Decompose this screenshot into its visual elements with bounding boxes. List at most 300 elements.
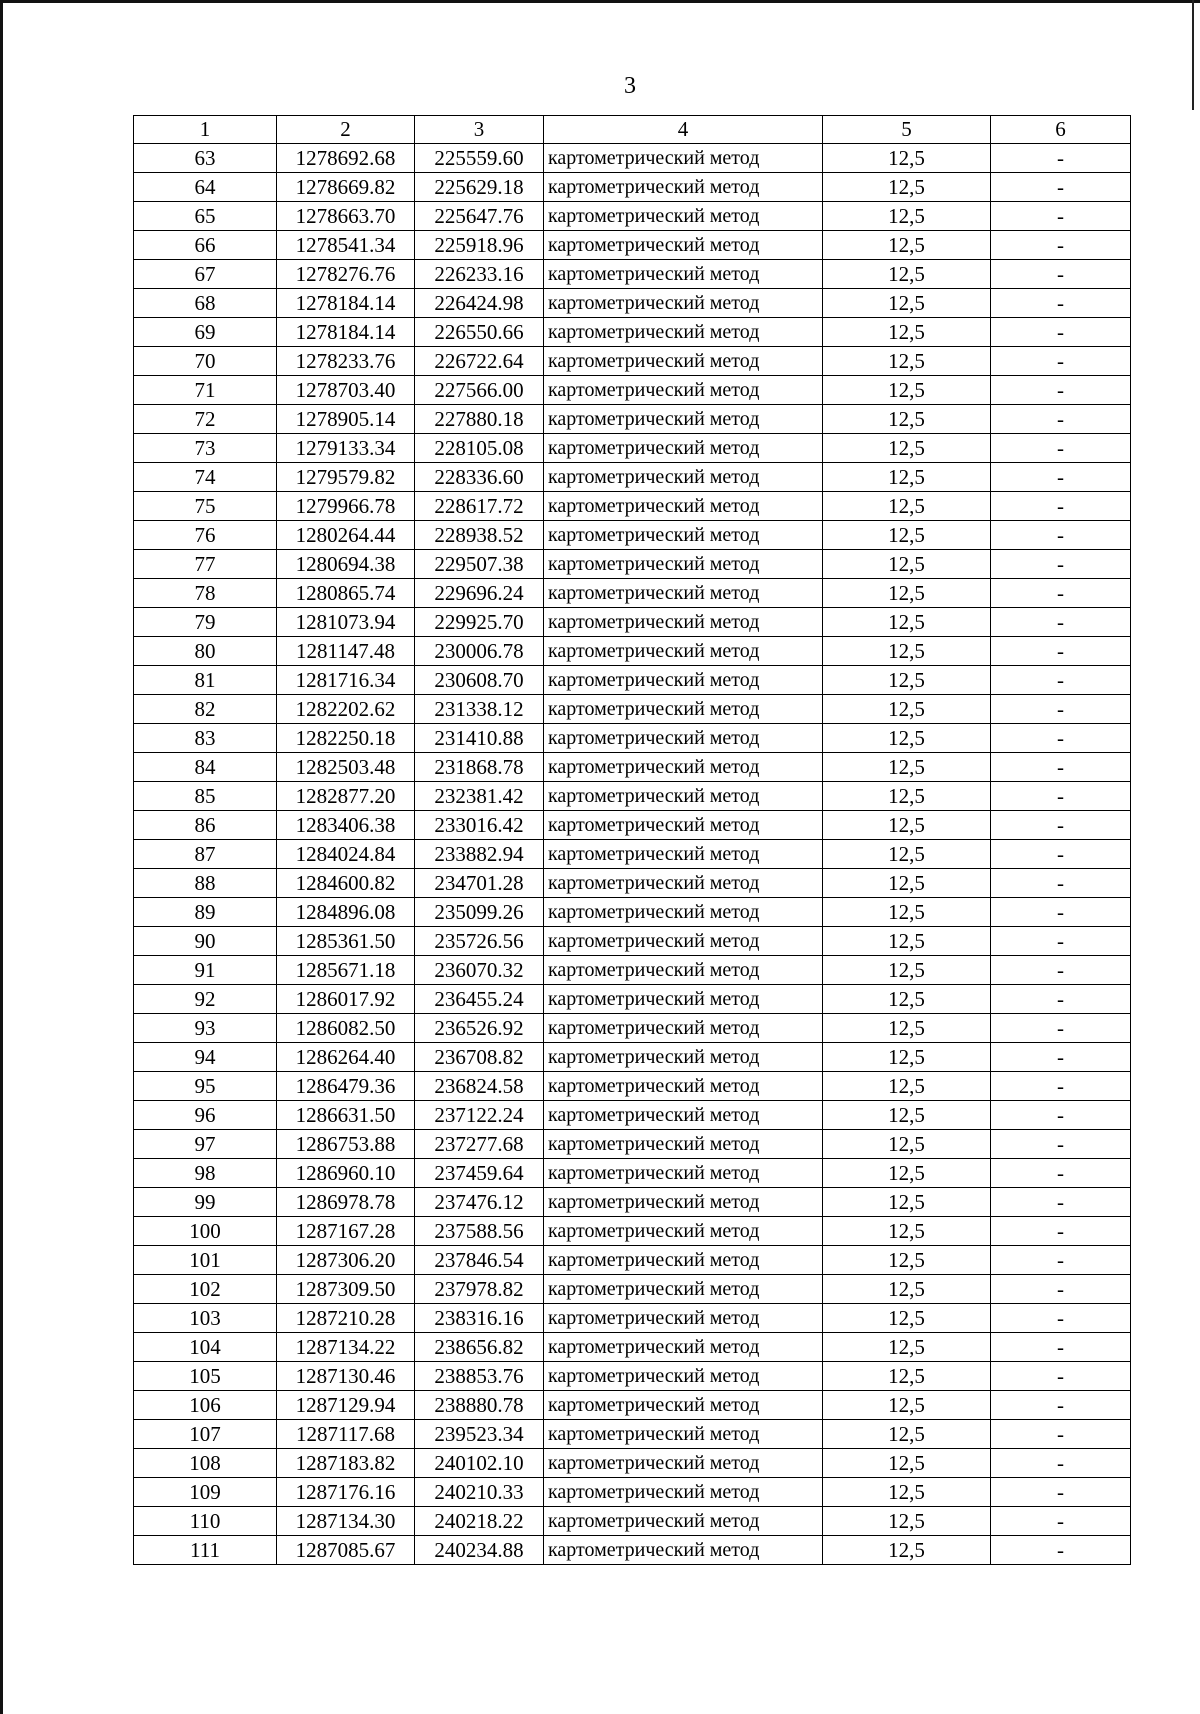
table-row [134,405,1131,434]
description-cell: - [991,1478,1131,1507]
point-number-cell: 71 [134,376,277,405]
accuracy-cell: 12,5 [823,550,991,579]
accuracy-cell: 12,5 [823,463,991,492]
table-row [134,579,1131,608]
accuracy-cell: 12,5 [823,579,991,608]
method-cell: картометрический метод [544,347,823,376]
method-cell: картометрический метод [544,724,823,753]
table-row [134,376,1131,405]
accuracy-cell: 12,5 [823,260,991,289]
method-cell: картометрический метод [544,144,823,173]
y-coordinate-cell: 238880.78 [415,1391,544,1420]
point-number-cell: 109 [134,1478,277,1507]
accuracy-cell: 12,5 [823,1072,991,1101]
x-coordinate-cell: 1282877.20 [277,782,415,811]
table-row [134,898,1131,927]
header-cell: 3 [415,116,544,144]
point-number-cell: 87 [134,840,277,869]
description-cell: - [991,202,1131,231]
y-coordinate-cell: 229507.38 [415,550,544,579]
method-cell: картометрический метод [544,753,823,782]
description-cell: - [991,405,1131,434]
description-cell: - [991,695,1131,724]
table-row [134,1217,1131,1246]
x-coordinate-cell: 1278184.14 [277,289,415,318]
accuracy-cell: 12,5 [823,666,991,695]
point-number-cell: 104 [134,1333,277,1362]
x-coordinate-cell: 1286631.50 [277,1101,415,1130]
method-cell: картометрический метод [544,1101,823,1130]
table-row [134,782,1131,811]
accuracy-cell: 12,5 [823,376,991,405]
x-coordinate-cell: 1282503.48 [277,753,415,782]
table-row [134,1362,1131,1391]
y-coordinate-cell: 233016.42 [415,811,544,840]
y-coordinate-cell: 225559.60 [415,144,544,173]
method-cell: картометрический метод [544,898,823,927]
accuracy-cell: 12,5 [823,231,991,260]
scan-border-left [0,0,3,1714]
description-cell: - [991,1043,1131,1072]
point-number-cell: 77 [134,550,277,579]
y-coordinate-cell: 225629.18 [415,173,544,202]
point-number-cell: 108 [134,1449,277,1478]
table-row [134,231,1131,260]
method-cell: картометрический метод [544,1014,823,1043]
point-number-cell: 86 [134,811,277,840]
accuracy-cell: 12,5 [823,202,991,231]
point-number-cell: 83 [134,724,277,753]
point-number-cell: 95 [134,1072,277,1101]
y-coordinate-cell: 238656.82 [415,1333,544,1362]
description-cell: - [991,318,1131,347]
point-number-cell: 75 [134,492,277,521]
method-cell: картометрический метод [544,637,823,666]
description-cell: - [991,811,1131,840]
description-cell: - [991,579,1131,608]
description-cell: - [991,260,1131,289]
accuracy-cell: 12,5 [823,869,991,898]
method-cell: картометрический метод [544,550,823,579]
table-row [134,1014,1131,1043]
coordinates-table-body [134,116,1131,1565]
method-cell: картометрический метод [544,666,823,695]
description-cell: - [991,956,1131,985]
table-row [134,927,1131,956]
method-cell: картометрический метод [544,1304,823,1333]
point-number-cell: 91 [134,956,277,985]
table-row [134,144,1131,173]
accuracy-cell: 12,5 [823,608,991,637]
point-number-cell: 92 [134,985,277,1014]
method-cell: картометрический метод [544,173,823,202]
x-coordinate-cell: 1287183.82 [277,1449,415,1478]
method-cell: картометрический метод [544,1362,823,1391]
description-cell: - [991,1362,1131,1391]
description-cell: - [991,376,1131,405]
x-coordinate-cell: 1278905.14 [277,405,415,434]
point-number-cell: 63 [134,144,277,173]
accuracy-cell: 12,5 [823,144,991,173]
x-coordinate-cell: 1284024.84 [277,840,415,869]
point-number-cell: 107 [134,1420,277,1449]
table-row [134,289,1131,318]
description-cell: - [991,666,1131,695]
y-coordinate-cell: 237277.68 [415,1130,544,1159]
table-row [134,1188,1131,1217]
x-coordinate-cell: 1287129.94 [277,1391,415,1420]
y-coordinate-cell: 237459.64 [415,1159,544,1188]
method-cell: картометрический метод [544,869,823,898]
table-row [134,202,1131,231]
header-cell: 5 [823,116,991,144]
y-coordinate-cell: 228336.60 [415,463,544,492]
y-coordinate-cell: 240210.33 [415,1478,544,1507]
y-coordinate-cell: 239523.34 [415,1420,544,1449]
x-coordinate-cell: 1278541.34 [277,231,415,260]
y-coordinate-cell: 237978.82 [415,1275,544,1304]
y-coordinate-cell: 236455.24 [415,985,544,1014]
description-cell: - [991,1130,1131,1159]
point-number-cell: 93 [134,1014,277,1043]
x-coordinate-cell: 1278233.76 [277,347,415,376]
method-cell: картометрический метод [544,260,823,289]
accuracy-cell: 12,5 [823,1449,991,1478]
accuracy-cell: 12,5 [823,1507,991,1536]
table-row [134,173,1131,202]
point-number-cell: 78 [134,579,277,608]
method-cell: картометрический метод [544,1391,823,1420]
method-cell: картометрический метод [544,521,823,550]
table-row [134,1507,1131,1536]
table-row [134,550,1131,579]
description-cell: - [991,637,1131,666]
x-coordinate-cell: 1286082.50 [277,1014,415,1043]
method-cell: картометрический метод [544,202,823,231]
x-coordinate-cell: 1287176.16 [277,1478,415,1507]
x-coordinate-cell: 1279133.34 [277,434,415,463]
point-number-cell: 99 [134,1188,277,1217]
accuracy-cell: 12,5 [823,637,991,666]
y-coordinate-cell: 225647.76 [415,202,544,231]
page-number: 3 [624,73,636,99]
description-cell: - [991,898,1131,927]
x-coordinate-cell: 1287130.46 [277,1362,415,1391]
table-row [134,434,1131,463]
method-cell: картометрический метод [544,1275,823,1304]
method-cell: картометрический метод [544,811,823,840]
table-row [134,753,1131,782]
point-number-cell: 79 [134,608,277,637]
point-number-cell: 89 [134,898,277,927]
table-header-row [134,116,1131,144]
accuracy-cell: 12,5 [823,492,991,521]
y-coordinate-cell: 240218.22 [415,1507,544,1536]
method-cell: картометрический метод [544,405,823,434]
y-coordinate-cell: 231338.12 [415,695,544,724]
method-cell: картометрический метод [544,695,823,724]
method-cell: картометрический метод [544,840,823,869]
x-coordinate-cell: 1283406.38 [277,811,415,840]
table-row [134,347,1131,376]
y-coordinate-cell: 235726.56 [415,927,544,956]
method-cell: картометрический метод [544,289,823,318]
y-coordinate-cell: 228938.52 [415,521,544,550]
point-number-cell: 84 [134,753,277,782]
header-cell: 2 [277,116,415,144]
y-coordinate-cell: 230608.70 [415,666,544,695]
accuracy-cell: 12,5 [823,811,991,840]
point-number-cell: 68 [134,289,277,318]
description-cell: - [991,463,1131,492]
description-cell: - [991,492,1131,521]
x-coordinate-cell: 1286960.10 [277,1159,415,1188]
point-number-cell: 82 [134,695,277,724]
y-coordinate-cell: 226722.64 [415,347,544,376]
table-row [134,1101,1131,1130]
accuracy-cell: 12,5 [823,695,991,724]
description-cell: - [991,521,1131,550]
y-coordinate-cell: 229696.24 [415,579,544,608]
x-coordinate-cell: 1278669.82 [277,173,415,202]
x-coordinate-cell: 1287134.30 [277,1507,415,1536]
description-cell: - [991,1304,1131,1333]
y-coordinate-cell: 231410.88 [415,724,544,753]
y-coordinate-cell: 229925.70 [415,608,544,637]
method-cell: картометрический метод [544,1536,823,1565]
header-cell: 1 [134,116,277,144]
description-cell: - [991,608,1131,637]
description-cell: - [991,869,1131,898]
description-cell: - [991,347,1131,376]
x-coordinate-cell: 1285361.50 [277,927,415,956]
table-row [134,956,1131,985]
x-coordinate-cell: 1281073.94 [277,608,415,637]
point-number-cell: 73 [134,434,277,463]
method-cell: картометрический метод [544,1072,823,1101]
x-coordinate-cell: 1280865.74 [277,579,415,608]
table-row [134,318,1131,347]
y-coordinate-cell: 234701.28 [415,869,544,898]
x-coordinate-cell: 1287085.67 [277,1536,415,1565]
accuracy-cell: 12,5 [823,347,991,376]
y-coordinate-cell: 232381.42 [415,782,544,811]
accuracy-cell: 12,5 [823,1391,991,1420]
table-row [134,492,1131,521]
point-number-cell: 101 [134,1246,277,1275]
table-row [134,1304,1131,1333]
coordinates-table [133,115,1131,1565]
y-coordinate-cell: 236526.92 [415,1014,544,1043]
description-cell: - [991,1420,1131,1449]
description-cell: - [991,1391,1131,1420]
table-row [134,1536,1131,1565]
method-cell: картометрический метод [544,579,823,608]
table-row [134,1246,1131,1275]
x-coordinate-cell: 1286978.78 [277,1188,415,1217]
method-cell: картометрический метод [544,1420,823,1449]
accuracy-cell: 12,5 [823,1362,991,1391]
table-row [134,1420,1131,1449]
method-cell: картометрический метод [544,1043,823,1072]
accuracy-cell: 12,5 [823,956,991,985]
table-row [134,1391,1131,1420]
point-number-cell: 85 [134,782,277,811]
table-row [134,260,1131,289]
y-coordinate-cell: 240234.88 [415,1536,544,1565]
description-cell: - [991,782,1131,811]
x-coordinate-cell: 1278692.68 [277,144,415,173]
description-cell: - [991,985,1131,1014]
point-number-cell: 97 [134,1130,277,1159]
accuracy-cell: 12,5 [823,1217,991,1246]
table-row [134,1449,1131,1478]
description-cell: - [991,1188,1131,1217]
method-cell: картометрический метод [544,231,823,260]
table-row [134,840,1131,869]
description-cell: - [991,840,1131,869]
method-cell: картометрический метод [544,1130,823,1159]
description-cell: - [991,724,1131,753]
description-cell: - [991,550,1131,579]
point-number-cell: 88 [134,869,277,898]
y-coordinate-cell: 240102.10 [415,1449,544,1478]
y-coordinate-cell: 226550.66 [415,318,544,347]
point-number-cell: 111 [134,1536,277,1565]
y-coordinate-cell: 227880.18 [415,405,544,434]
header-cell: 6 [991,116,1131,144]
description-cell: - [991,1536,1131,1565]
description-cell: - [991,1275,1131,1304]
table-row [134,1275,1131,1304]
x-coordinate-cell: 1278703.40 [277,376,415,405]
accuracy-cell: 12,5 [823,753,991,782]
x-coordinate-cell: 1284896.08 [277,898,415,927]
method-cell: картометрический метод [544,1217,823,1246]
table-row [134,1043,1131,1072]
point-number-cell: 74 [134,463,277,492]
point-number-cell: 80 [134,637,277,666]
table-row [134,1478,1131,1507]
accuracy-cell: 12,5 [823,1014,991,1043]
x-coordinate-cell: 1280694.38 [277,550,415,579]
y-coordinate-cell: 226424.98 [415,289,544,318]
y-coordinate-cell: 228617.72 [415,492,544,521]
table-row [134,985,1131,1014]
description-cell: - [991,1449,1131,1478]
y-coordinate-cell: 227566.00 [415,376,544,405]
accuracy-cell: 12,5 [823,1478,991,1507]
x-coordinate-cell: 1287306.20 [277,1246,415,1275]
method-cell: картометрический метод [544,956,823,985]
y-coordinate-cell: 226233.16 [415,260,544,289]
point-number-cell: 72 [134,405,277,434]
point-number-cell: 110 [134,1507,277,1536]
accuracy-cell: 12,5 [823,1159,991,1188]
method-cell: картометрический метод [544,1478,823,1507]
accuracy-cell: 12,5 [823,1188,991,1217]
accuracy-cell: 12,5 [823,434,991,463]
accuracy-cell: 12,5 [823,1420,991,1449]
point-number-cell: 102 [134,1275,277,1304]
table-row [134,521,1131,550]
table-row [134,637,1131,666]
y-coordinate-cell: 231868.78 [415,753,544,782]
y-coordinate-cell: 238316.16 [415,1304,544,1333]
method-cell: картометрический метод [544,376,823,405]
description-cell: - [991,1101,1131,1130]
x-coordinate-cell: 1281147.48 [277,637,415,666]
method-cell: картометрический метод [544,608,823,637]
point-number-cell: 106 [134,1391,277,1420]
accuracy-cell: 12,5 [823,1304,991,1333]
point-number-cell: 70 [134,347,277,376]
method-cell: картометрический метод [544,927,823,956]
point-number-cell: 76 [134,521,277,550]
method-cell: картометрический метод [544,1507,823,1536]
accuracy-cell: 12,5 [823,1130,991,1159]
y-coordinate-cell: 236708.82 [415,1043,544,1072]
x-coordinate-cell: 1287117.68 [277,1420,415,1449]
x-coordinate-cell: 1287167.28 [277,1217,415,1246]
accuracy-cell: 12,5 [823,1043,991,1072]
point-number-cell: 96 [134,1101,277,1130]
description-cell: - [991,1246,1131,1275]
description-cell: - [991,1014,1131,1043]
method-cell: картометрический метод [544,1188,823,1217]
y-coordinate-cell: 236070.32 [415,956,544,985]
accuracy-cell: 12,5 [823,1101,991,1130]
method-cell: картометрический метод [544,492,823,521]
y-coordinate-cell: 237476.12 [415,1188,544,1217]
x-coordinate-cell: 1286264.40 [277,1043,415,1072]
description-cell: - [991,144,1131,173]
method-cell: картометрический метод [544,434,823,463]
y-coordinate-cell: 236824.58 [415,1072,544,1101]
accuracy-cell: 12,5 [823,289,991,318]
description-cell: - [991,1072,1131,1101]
table-row [134,1072,1131,1101]
method-cell: картометрический метод [544,318,823,347]
y-coordinate-cell: 235099.26 [415,898,544,927]
method-cell: картометрический метод [544,463,823,492]
description-cell: - [991,289,1131,318]
point-number-cell: 103 [134,1304,277,1333]
x-coordinate-cell: 1287210.28 [277,1304,415,1333]
point-number-cell: 69 [134,318,277,347]
description-cell: - [991,1333,1131,1362]
table-row [134,463,1131,492]
x-coordinate-cell: 1282250.18 [277,724,415,753]
x-coordinate-cell: 1278663.70 [277,202,415,231]
table-row [134,695,1131,724]
description-cell: - [991,434,1131,463]
method-cell: картометрический метод [544,1449,823,1478]
description-cell: - [991,1159,1131,1188]
table-row [134,1130,1131,1159]
method-cell: картометрический метод [544,1159,823,1188]
x-coordinate-cell: 1286479.36 [277,1072,415,1101]
header-cell: 4 [544,116,823,144]
point-number-cell: 105 [134,1362,277,1391]
point-number-cell: 81 [134,666,277,695]
table-row [134,1333,1131,1362]
accuracy-cell: 12,5 [823,1333,991,1362]
description-cell: - [991,173,1131,202]
point-number-cell: 100 [134,1217,277,1246]
table-row [134,869,1131,898]
y-coordinate-cell: 225918.96 [415,231,544,260]
